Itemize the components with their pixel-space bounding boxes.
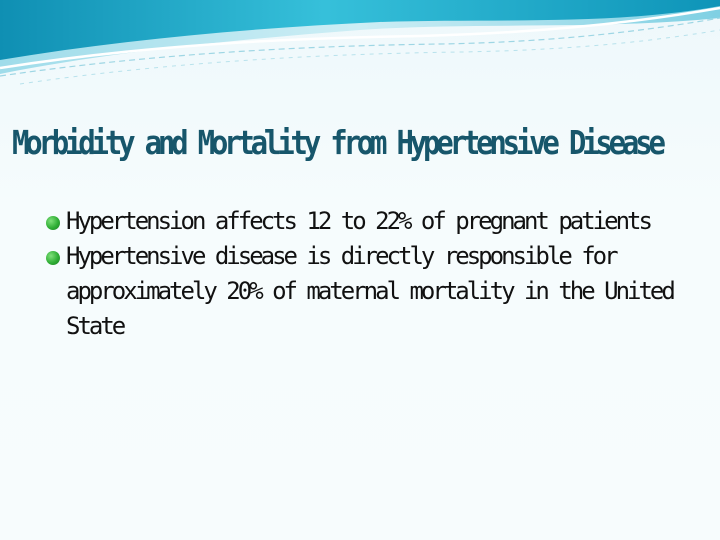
bullet-item [46, 204, 686, 239]
bullet-text: Hypertension affects 12 to 22% of pregnant patients [66, 207, 650, 235]
green-dot-bullet-icon [46, 216, 60, 230]
bullet-list [46, 204, 686, 344]
wave-header-decoration [0, 0, 720, 100]
slide-title: Morbidity and Mortality from Hypertensive Disease [12, 124, 662, 163]
green-dot-bullet-icon [46, 251, 60, 265]
bullet-text: Hypertensive disease is directly responsible for approximately 20% of maternal mortality in the United State [66, 242, 673, 340]
bullet-item [46, 239, 686, 344]
